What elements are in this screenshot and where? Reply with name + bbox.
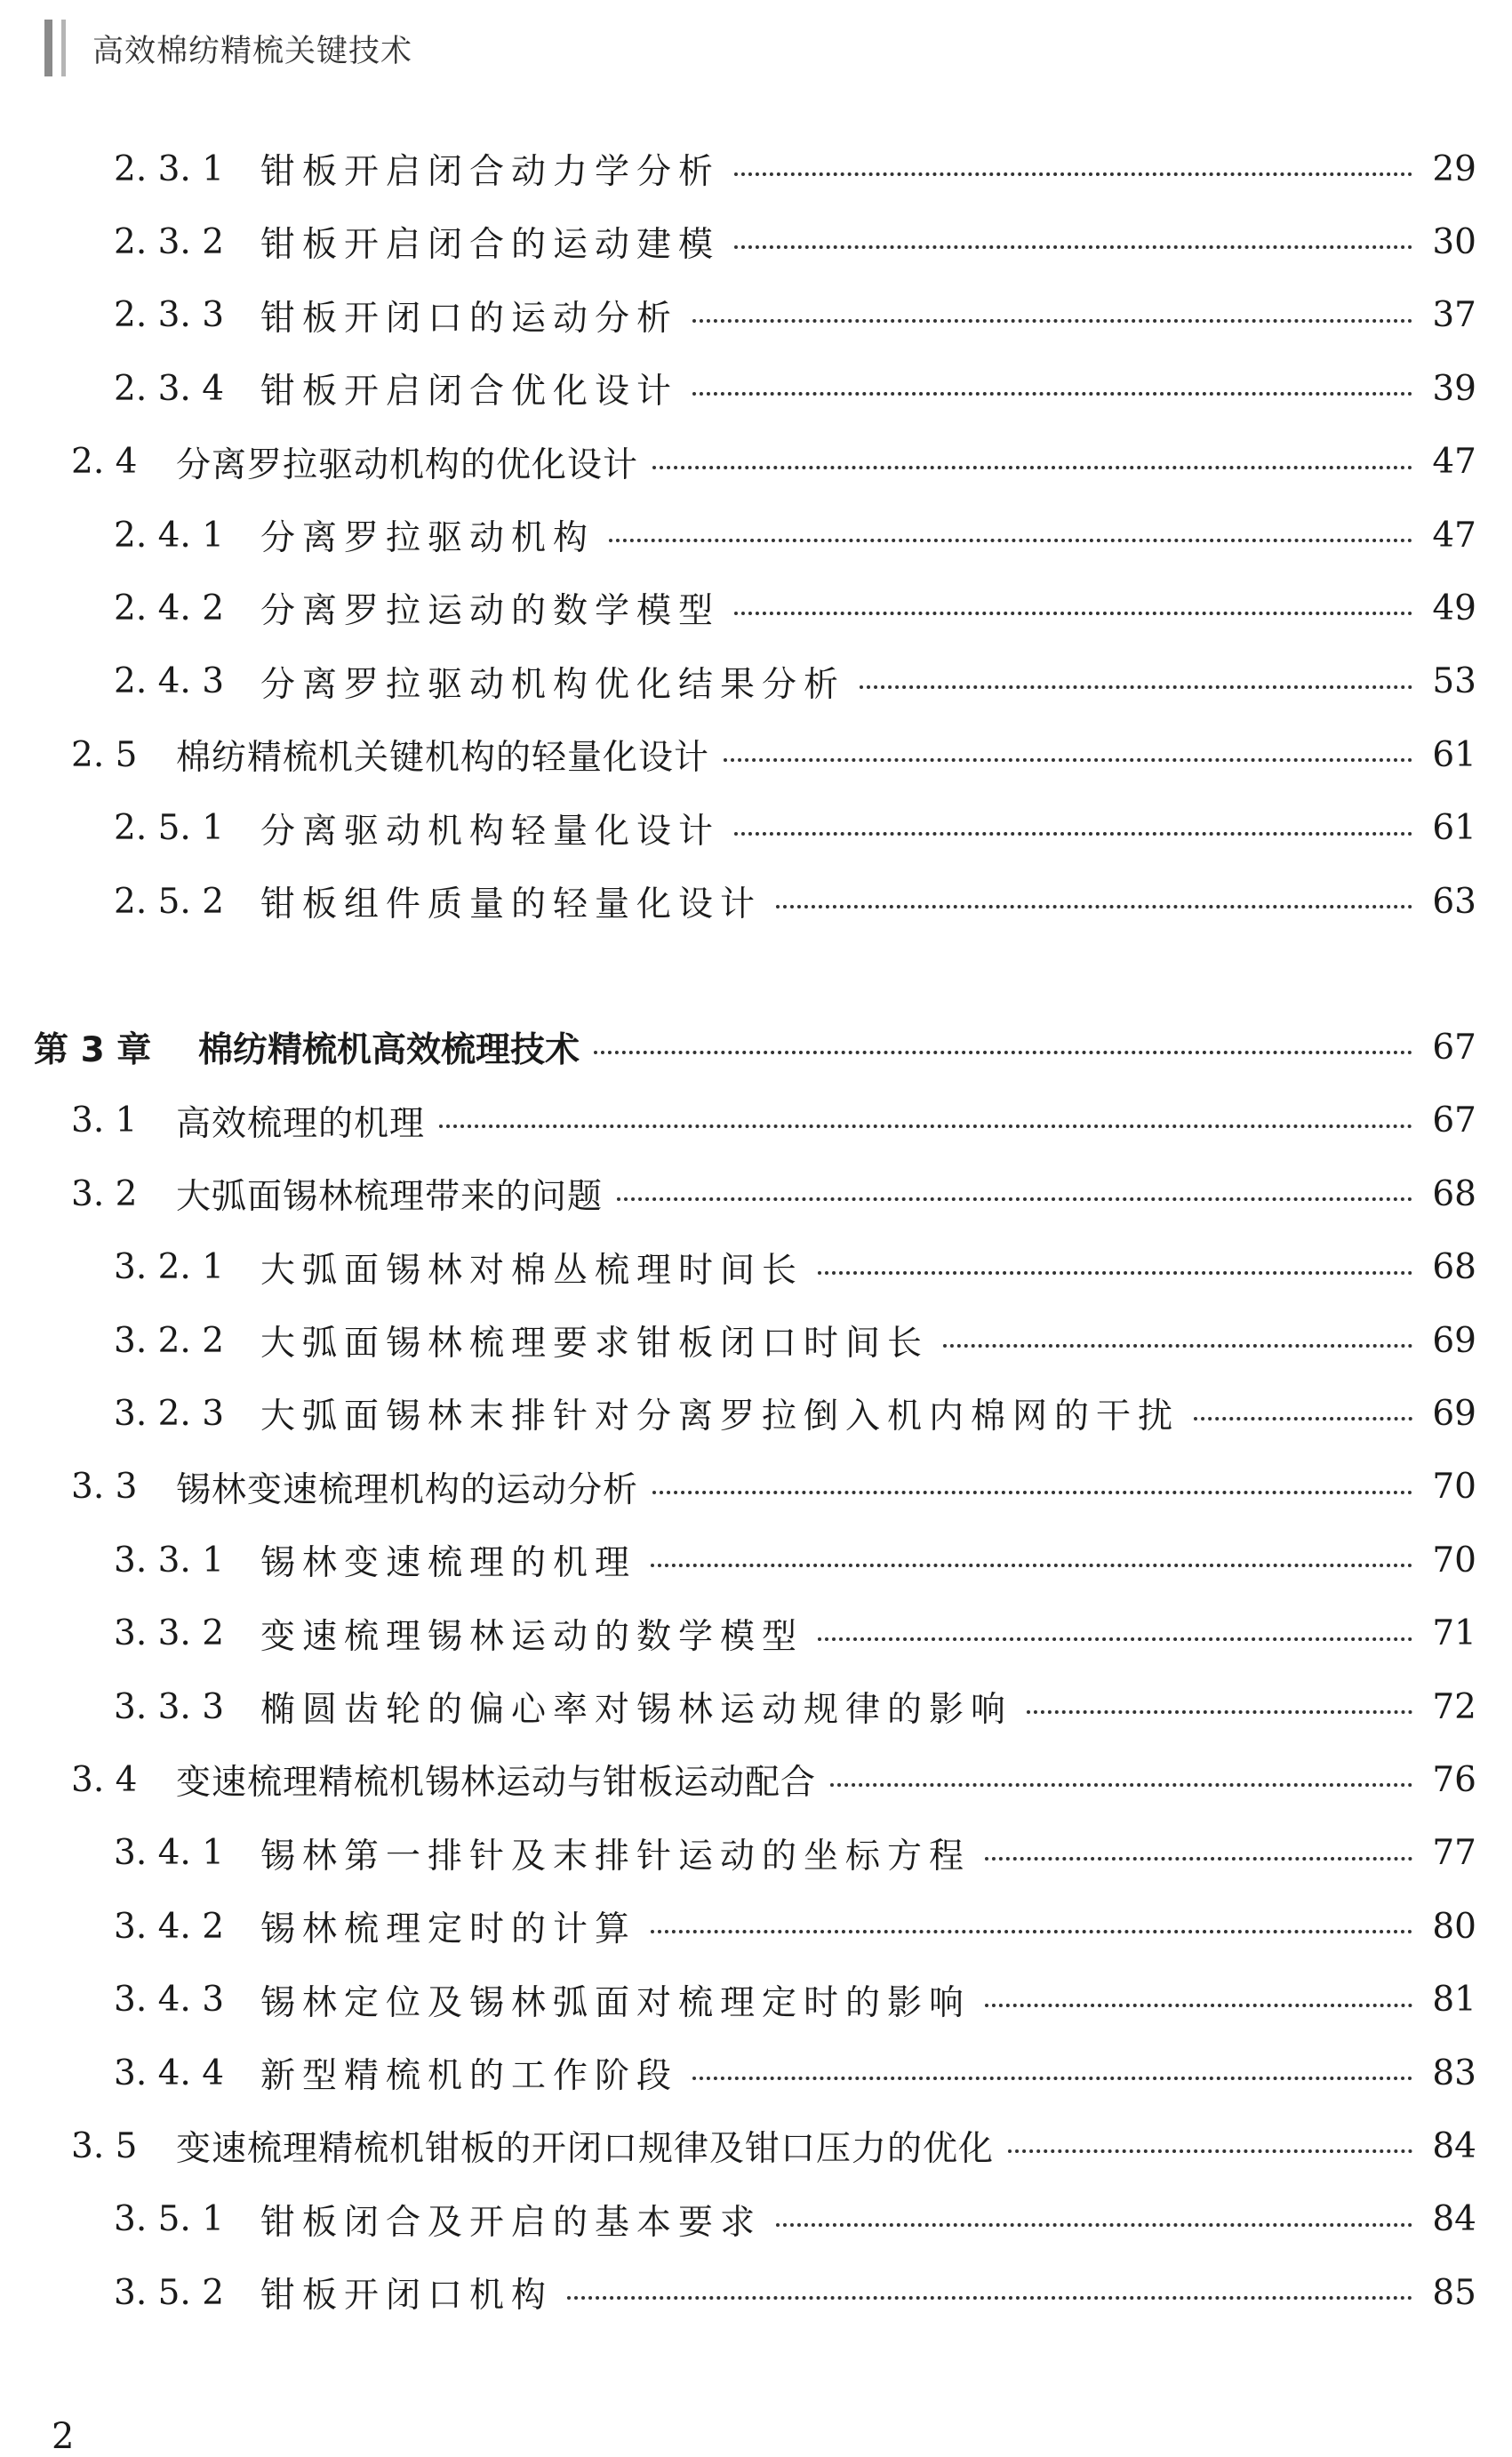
toc-entry-number: 3. 2. 1 <box>114 1247 225 1288</box>
toc-entry-title: 新型精梳机的工作阶段 <box>260 2056 679 2096</box>
toc-entry-page: 84 <box>1432 2125 1476 2166</box>
toc-entry-page: 37 <box>1432 295 1476 336</box>
dot-leader <box>609 539 1412 542</box>
toc-entry-title: 钳板闭合及开启的基本要求 <box>260 2202 763 2243</box>
toc-entry-page: 77 <box>1432 1833 1476 1874</box>
toc-entry-page: 76 <box>1432 1759 1476 1800</box>
toc-entry-title: 钳板开闭口机构 <box>260 2276 554 2317</box>
dot-leader <box>617 1197 1412 1201</box>
toc-entry-number: 2. 3. 3 <box>114 295 225 336</box>
toc-entry-title: 分离罗拉驱动机构的优化设计 <box>176 444 639 485</box>
toc-entry-number: 2. 4. 3 <box>114 661 225 702</box>
toc-entry-page: 85 <box>1432 2272 1476 2313</box>
toc-entry[interactable] <box>0 1456 1512 1518</box>
toc-entry-page: 39 <box>1432 368 1476 409</box>
dot-leader <box>985 1857 1412 1861</box>
toc-entry[interactable] <box>0 651 1512 713</box>
toc-entry-number: 2. 4. 1 <box>114 515 225 556</box>
dot-leader <box>734 172 1412 176</box>
toc-entry-page: 61 <box>1432 734 1476 775</box>
toc-entry[interactable] <box>0 1749 1512 1811</box>
toc-entry[interactable] <box>0 1603 1512 1665</box>
toc-entry-number: 2. 3. 2 <box>114 221 225 262</box>
toc-entry-title: 变速梳理锡林运动的数学模型 <box>260 1616 804 1657</box>
toc-entry-title: 大弧面锡林梳理要求钳板闭口时间长 <box>260 1324 930 1364</box>
dot-leader <box>652 466 1412 469</box>
toc-entry-page: 63 <box>1432 881 1476 922</box>
toc-entry-title: 分离驱动机构轻量化设计 <box>260 811 721 852</box>
toc-entry[interactable] <box>0 1676 1512 1738</box>
toc-entry[interactable] <box>0 1163 1512 1225</box>
toc-entry-number: 2. 5. 1 <box>114 808 225 849</box>
toc-entry-number: 3. 4. 3 <box>114 1980 225 2021</box>
dot-leader <box>1194 1417 1412 1421</box>
toc-entry-number: 3. 5 <box>71 2125 138 2166</box>
dot-leader <box>818 1637 1412 1641</box>
toc-entry[interactable] <box>0 504 1512 566</box>
toc-entry-page: 71 <box>1432 1613 1476 1654</box>
toc-entry-title: 锡林变速梳理的机理 <box>260 1543 637 1584</box>
toc-entry-page: 29 <box>1432 148 1476 189</box>
dot-leader <box>594 1051 1412 1054</box>
toc-entry-title: 大弧面锡林对棉丛梳理时间长 <box>260 1250 804 1291</box>
toc-entry-number: 2. 4. 2 <box>114 588 225 628</box>
toc-entry[interactable] <box>0 1090 1512 1152</box>
toc-entry-page: 81 <box>1432 1980 1476 2021</box>
toc-entry-number: 3. 3. 1 <box>114 1540 225 1581</box>
toc-entry-title: 棉纺精梳机关键机构的轻量化设计 <box>176 738 710 779</box>
toc-entry[interactable] <box>0 1309 1512 1372</box>
dot-leader <box>860 685 1412 689</box>
toc-entry-number: 3. 4 <box>71 1759 138 1800</box>
toc-entry-number: 3. 2. 3 <box>114 1393 225 1434</box>
toc-entry-title: 钳板开启闭合动力学分析 <box>260 152 721 192</box>
toc-entry[interactable] <box>0 138 1512 200</box>
toc-entry-title: 锡林梳理定时的计算 <box>260 1909 637 1950</box>
toc-entry-page: 83 <box>1432 2053 1476 2093</box>
toc-entry-title: 大弧面锡林末排针对分离罗拉倒入机内棉网的干扰 <box>260 1397 1180 1437</box>
toc-entry[interactable] <box>0 211 1512 273</box>
toc-entry-page: 69 <box>1432 1393 1476 1434</box>
dot-leader <box>692 319 1412 323</box>
toc-entry-number: 3. 4. 1 <box>114 1833 225 1874</box>
dot-leader <box>830 1783 1412 1787</box>
toc-entry-number: 2. 4 <box>71 442 138 483</box>
toc-entry-title: 棉纺精梳机高效梳理技术 <box>198 1030 580 1071</box>
toc-entry[interactable] <box>0 431 1512 493</box>
toc-entry-title: 钳板开启闭合优化设计 <box>260 372 679 412</box>
dot-leader <box>776 905 1412 908</box>
toc-entry[interactable] <box>0 797 1512 860</box>
toc-entry-number: 3. 3. 2 <box>114 1613 225 1654</box>
toc-entry-number: 3. 3. 3 <box>114 1686 225 1727</box>
dot-leader <box>734 832 1412 836</box>
toc-entry-number: 3. 5. 1 <box>114 2199 225 2240</box>
toc-entry-page: 53 <box>1432 661 1476 702</box>
dot-leader <box>818 1271 1412 1275</box>
toc-entry[interactable] <box>0 1237 1512 1299</box>
toc-entry-page: 61 <box>1432 808 1476 849</box>
toc-entry-page: 68 <box>1432 1247 1476 1288</box>
header-decoration <box>44 20 66 76</box>
toc-entry[interactable] <box>0 1382 1512 1445</box>
toc-entry[interactable] <box>0 870 1512 932</box>
toc-entry-page: 80 <box>1432 1906 1476 1947</box>
toc-entry-number: 3. 5. 2 <box>114 2272 225 2313</box>
toc-entry-title: 变速梳理精梳机锡林运动与钳板运动配合 <box>176 1763 817 1804</box>
toc-entry-title: 锡林定位及锡林弧面对梳理定时的影响 <box>260 1982 972 2023</box>
toc-entry-number: 2. 3. 4 <box>114 368 225 409</box>
toc-entry-title: 锡林变速梳理机构的运动分析 <box>176 1469 639 1510</box>
toc-entry-page: 47 <box>1432 442 1476 483</box>
toc-entry-page: 69 <box>1432 1320 1476 1361</box>
toc-entry[interactable] <box>0 1822 1512 1885</box>
toc-entry[interactable] <box>0 357 1512 420</box>
dot-leader <box>943 1344 1412 1348</box>
page-number: 2 <box>52 2416 75 2457</box>
toc-entry-page: 70 <box>1432 1467 1476 1508</box>
toc-entry-title: 钳板开启闭合的运动建模 <box>260 225 721 266</box>
toc-entry-page: 30 <box>1432 221 1476 262</box>
toc-entry-page: 49 <box>1432 588 1476 628</box>
toc-entry-title: 分离罗拉驱动机构优化结果分析 <box>260 664 846 705</box>
dot-leader <box>692 392 1412 396</box>
toc-entry[interactable] <box>0 284 1512 347</box>
toc-entry[interactable] <box>0 2261 1512 2324</box>
toc-entry[interactable] <box>0 1969 1512 2031</box>
toc-entry[interactable] <box>0 1529 1512 1591</box>
dot-leader <box>692 2077 1412 2080</box>
toc-entry-number: 第 3 章 <box>34 1030 152 1071</box>
toc-entry[interactable] <box>0 2189 1512 2251</box>
toc-entry-number: 3. 2. 2 <box>114 1320 225 1361</box>
toc-entry-title: 钳板组件质量的轻量化设计 <box>260 884 763 924</box>
toc-entry-number: 2. 3. 1 <box>114 148 225 189</box>
toc-entry[interactable] <box>0 2042 1512 2104</box>
toc-entry[interactable] <box>0 724 1512 786</box>
dot-leader <box>651 1564 1412 1567</box>
toc-entry-page: 68 <box>1432 1173 1476 1214</box>
toc-entry-page: 47 <box>1432 515 1476 556</box>
toc-entry-number: 3. 1 <box>71 1100 138 1141</box>
toc-entry-number: 3. 4. 4 <box>114 2053 225 2093</box>
toc-entry[interactable] <box>0 577 1512 639</box>
dot-leader <box>567 2296 1412 2300</box>
toc-entry-title: 椭圆齿轮的偏心率对锡林运动规律的影响 <box>260 1690 1013 1730</box>
toc-entry-number: 2. 5. 2 <box>114 881 225 922</box>
toc-entry-number: 3. 4. 2 <box>114 1906 225 1947</box>
toc-entry-number: 3. 3 <box>71 1467 138 1508</box>
dot-leader <box>1027 1710 1412 1714</box>
toc-entry[interactable] <box>0 2115 1512 2177</box>
toc-entry-title: 钳板开闭口的运动分析 <box>260 298 679 339</box>
dot-leader <box>734 245 1412 249</box>
toc-entry-title: 高效梳理的机理 <box>176 1103 426 1144</box>
toc-entry-page: 67 <box>1432 1027 1476 1068</box>
dot-leader <box>734 612 1412 615</box>
toc-entry-title: 分离罗拉运动的数学模型 <box>260 591 721 632</box>
toc-chapter-entry[interactable] <box>0 1016 1512 1078</box>
toc-entry-number: 2. 5 <box>71 734 138 775</box>
dot-leader <box>439 1124 1412 1128</box>
dot-leader <box>1008 2149 1412 2153</box>
running-header: 高效棉纺精梳关键技术 <box>92 34 413 69</box>
toc-entry-title: 分离罗拉驱动机构 <box>260 518 596 558</box>
toc-entry-page: 70 <box>1432 1540 1476 1581</box>
toc-entry-title: 锡林第一排针及末排针运动的坐标方程 <box>260 1836 972 1877</box>
toc-entry-page: 84 <box>1432 2199 1476 2240</box>
dot-leader <box>651 1930 1412 1933</box>
toc-entry-title: 变速梳理精梳机钳板的开闭口规律及钳口压力的优化 <box>176 2129 995 2170</box>
dot-leader <box>776 2223 1412 2227</box>
toc-entry[interactable] <box>0 1895 1512 1957</box>
dot-leader <box>724 758 1412 762</box>
toc-entry-page: 67 <box>1432 1100 1476 1141</box>
toc-entry-number: 3. 2 <box>71 1173 138 1214</box>
dot-leader <box>985 2004 1412 2007</box>
dot-leader <box>652 1491 1412 1494</box>
toc-entry-title: 大弧面锡林梳理带来的问题 <box>176 1177 604 1218</box>
toc-entry-page: 72 <box>1432 1686 1476 1727</box>
